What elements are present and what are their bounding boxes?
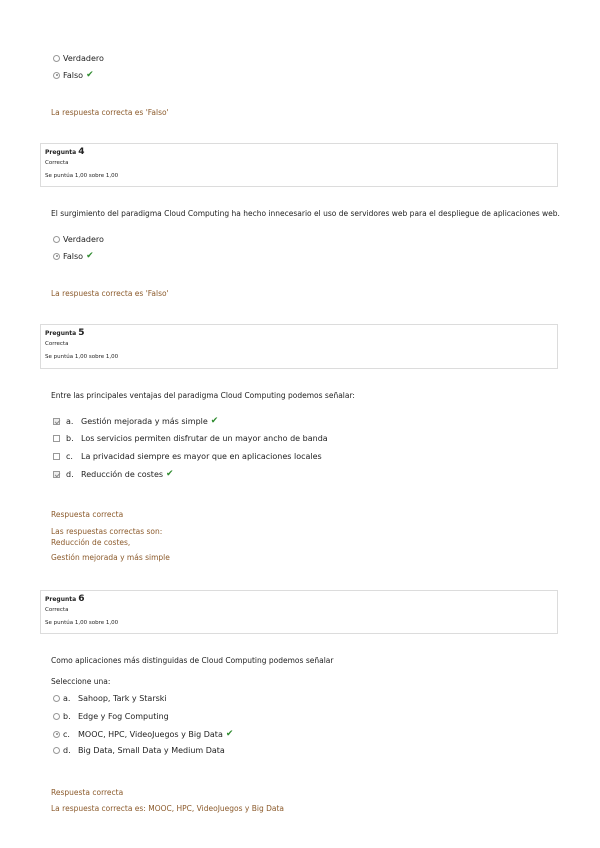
q6-option-a[interactable] [53, 694, 167, 703]
q6-feedback-result: Respuesta correcta [51, 788, 124, 797]
option-label: Falso [63, 70, 84, 80]
question-label: Pregunta [45, 596, 77, 603]
question-state: Correcta [45, 607, 69, 613]
check-mark-icon: ✔ [166, 469, 174, 479]
option-letter: d. [63, 746, 71, 755]
q5-feedback-intro: Las respuestas correctas son: [51, 527, 163, 536]
checkbox-checked-icon[interactable] [53, 471, 60, 478]
check-mark-icon: ✔ [86, 70, 94, 80]
radio-icon[interactable] [53, 695, 60, 702]
q5-feedback-line1: Reducción de costes, [51, 538, 131, 547]
q3-feedback: La respuesta correcta es 'Falso' [51, 108, 169, 117]
check-mark-icon: ✔ [210, 416, 219, 426]
q4-option-verdadero[interactable] [53, 235, 104, 244]
q5-feedback-line2: Gestión mejorada y más simple [51, 553, 170, 562]
question-title [45, 328, 85, 338]
option-label: Big Data, Small Data y Medium Data [78, 746, 225, 755]
radio-checked-icon[interactable] [53, 72, 60, 79]
q6-text: Como aplicaciones más distinguidas de Cloud Computing podemos señalar [51, 656, 334, 665]
q6-option-c[interactable] [53, 729, 233, 739]
radio-icon[interactable] [53, 713, 60, 720]
question-state: Correcta [45, 160, 69, 166]
question-state: Correcta [45, 341, 69, 347]
radio-icon[interactable] [53, 55, 60, 62]
option-label: Falso [63, 251, 84, 261]
q5-option-b[interactable] [53, 434, 328, 443]
q3-option-verdadero[interactable] [53, 54, 104, 63]
option-letter: c. [63, 729, 70, 739]
checkbox-icon[interactable] [53, 435, 60, 442]
option-label: Verdadero [63, 235, 104, 244]
q5-text: Entre las principales ventajas del paradigma Cloud Computing podemos señalar: [51, 391, 355, 400]
option-label: Verdadero [63, 54, 104, 63]
radio-checked-icon[interactable] [53, 731, 60, 738]
option-label: Reducción de costes [81, 469, 164, 479]
q6-option-b[interactable] [53, 712, 169, 721]
option-letter: c. [66, 452, 73, 461]
question-grade: Se puntúa 1,00 sobre 1,00 [45, 354, 119, 360]
question-title [45, 147, 85, 157]
q6-option-d[interactable] [53, 746, 225, 755]
q4-option-falso[interactable] [53, 251, 94, 261]
option-letter: a. [66, 416, 74, 426]
option-letter: b. [63, 712, 71, 721]
q4-feedback: La respuesta correcta es 'Falso' [51, 289, 169, 298]
option-label: Los servicios permiten disfrutar de un mayor ancho de banda [81, 434, 328, 443]
check-mark-icon: ✔ [225, 729, 234, 739]
option-label: Gestión mejorada y más simple [81, 416, 208, 426]
q4-info-box [40, 143, 558, 187]
q5-option-c[interactable] [53, 452, 322, 461]
q3-option-falso[interactable] [53, 70, 94, 80]
radio-checked-icon[interactable] [53, 253, 60, 260]
option-label: Sahoop, Tark y Starski [78, 694, 167, 703]
radio-icon[interactable] [53, 236, 60, 243]
question-label: Pregunta [45, 330, 77, 337]
option-letter: d. [66, 469, 74, 479]
question-number: 4 [78, 147, 85, 157]
q5-option-a[interactable] [53, 416, 218, 426]
option-letter: b. [66, 434, 74, 443]
question-title [45, 594, 85, 604]
question-number: 5 [78, 328, 85, 338]
radio-icon[interactable] [53, 747, 60, 754]
checkbox-checked-icon[interactable] [53, 418, 60, 425]
question-grade: Se puntúa 1,00 sobre 1,00 [45, 620, 119, 626]
q6-info-box [40, 590, 558, 634]
option-label: La privacidad siempre es mayor que en aplicaciones locales [81, 452, 322, 461]
q5-option-d[interactable] [53, 469, 174, 479]
option-label: Edge y Fog Computing [78, 712, 169, 721]
checkbox-icon[interactable] [53, 453, 60, 460]
question-label: Pregunta [45, 149, 77, 156]
check-mark-icon: ✔ [86, 251, 94, 261]
q5-info-box [40, 324, 558, 369]
option-letter: a. [63, 694, 71, 703]
q4-text: El surgimiento del paradigma Cloud Computing ha hecho innecesario el uso de servidores web para el despliegue de aplicaciones web. [51, 209, 560, 218]
question-grade: Se puntúa 1,00 sobre 1,00 [45, 173, 119, 179]
question-number: 6 [78, 594, 85, 604]
q6-feedback-answer: La respuesta correcta es: MOOC, HPC, VideoJuegos y Big Data [51, 804, 285, 813]
q6-prompt: Seleccione una: [51, 677, 111, 686]
q5-feedback-result: Respuesta correcta [51, 510, 124, 519]
option-label: MOOC, HPC, VideoJuegos y Big Data [78, 729, 223, 739]
